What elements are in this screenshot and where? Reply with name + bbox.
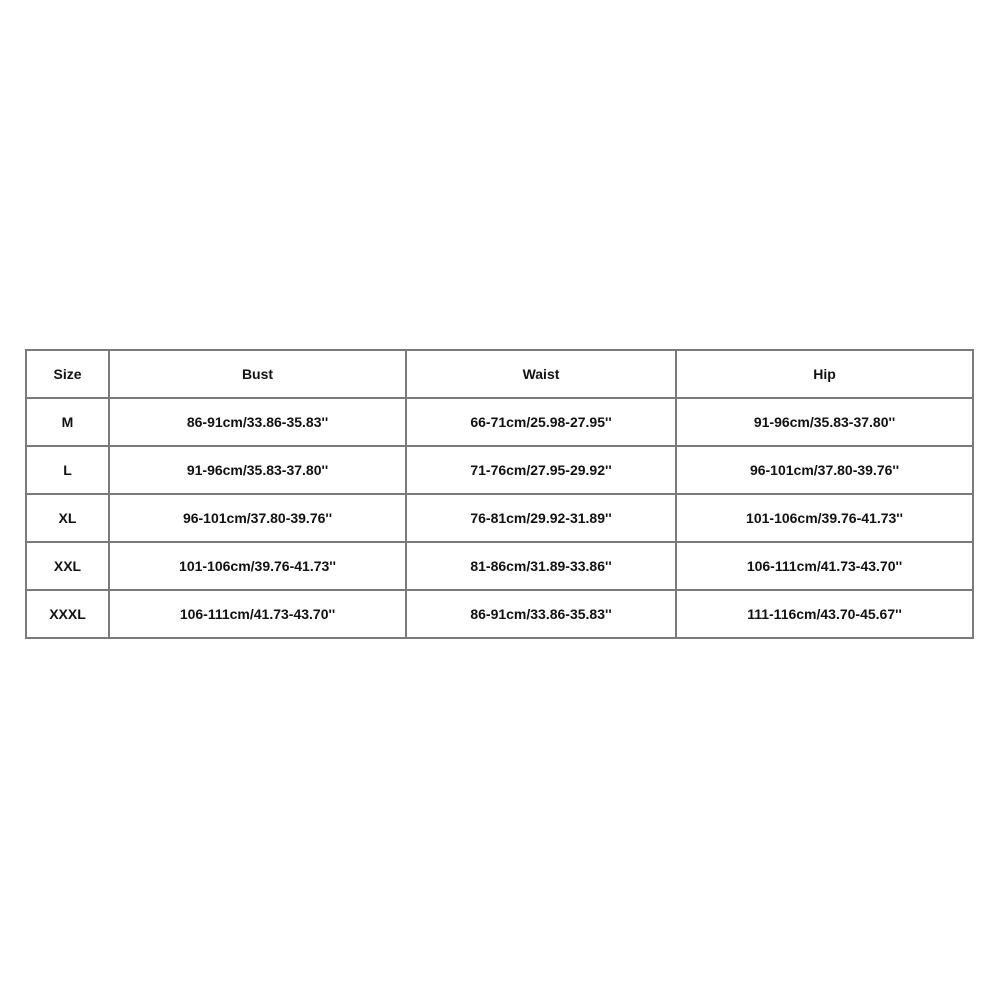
table-row <box>26 494 973 542</box>
cell-bust: 96-101cm/37.80-39.76'' <box>109 494 406 542</box>
cell-size: L <box>26 446 109 494</box>
header-bust: Bust <box>109 350 406 398</box>
table-row <box>26 446 973 494</box>
cell-hip: 101-106cm/39.76-41.73'' <box>676 494 973 542</box>
cell-waist: 86-91cm/33.86-35.83'' <box>406 590 676 638</box>
header-hip: Hip <box>676 350 973 398</box>
cell-bust: 106-111cm/41.73-43.70'' <box>109 590 406 638</box>
cell-waist: 81-86cm/31.89-33.86'' <box>406 542 676 590</box>
header-waist: Waist <box>406 350 676 398</box>
cell-hip: 91-96cm/35.83-37.80'' <box>676 398 973 446</box>
size-chart-table <box>25 349 974 639</box>
header-row <box>26 350 973 398</box>
cell-size: XL <box>26 494 109 542</box>
cell-hip: 106-111cm/41.73-43.70'' <box>676 542 973 590</box>
table-row <box>26 398 973 446</box>
cell-waist: 71-76cm/27.95-29.92'' <box>406 446 676 494</box>
cell-size: XXL <box>26 542 109 590</box>
table-row <box>26 590 973 638</box>
table-body <box>26 398 973 638</box>
header-size: Size <box>26 350 109 398</box>
cell-bust: 91-96cm/35.83-37.80'' <box>109 446 406 494</box>
cell-size: XXXL <box>26 590 109 638</box>
cell-bust: 101-106cm/39.76-41.73'' <box>109 542 406 590</box>
table-header <box>26 350 973 398</box>
cell-size: M <box>26 398 109 446</box>
cell-waist: 76-81cm/29.92-31.89'' <box>406 494 676 542</box>
table-row <box>26 542 973 590</box>
cell-waist: 66-71cm/25.98-27.95'' <box>406 398 676 446</box>
cell-hip: 111-116cm/43.70-45.67'' <box>676 590 973 638</box>
cell-hip: 96-101cm/37.80-39.76'' <box>676 446 973 494</box>
cell-bust: 86-91cm/33.86-35.83'' <box>109 398 406 446</box>
